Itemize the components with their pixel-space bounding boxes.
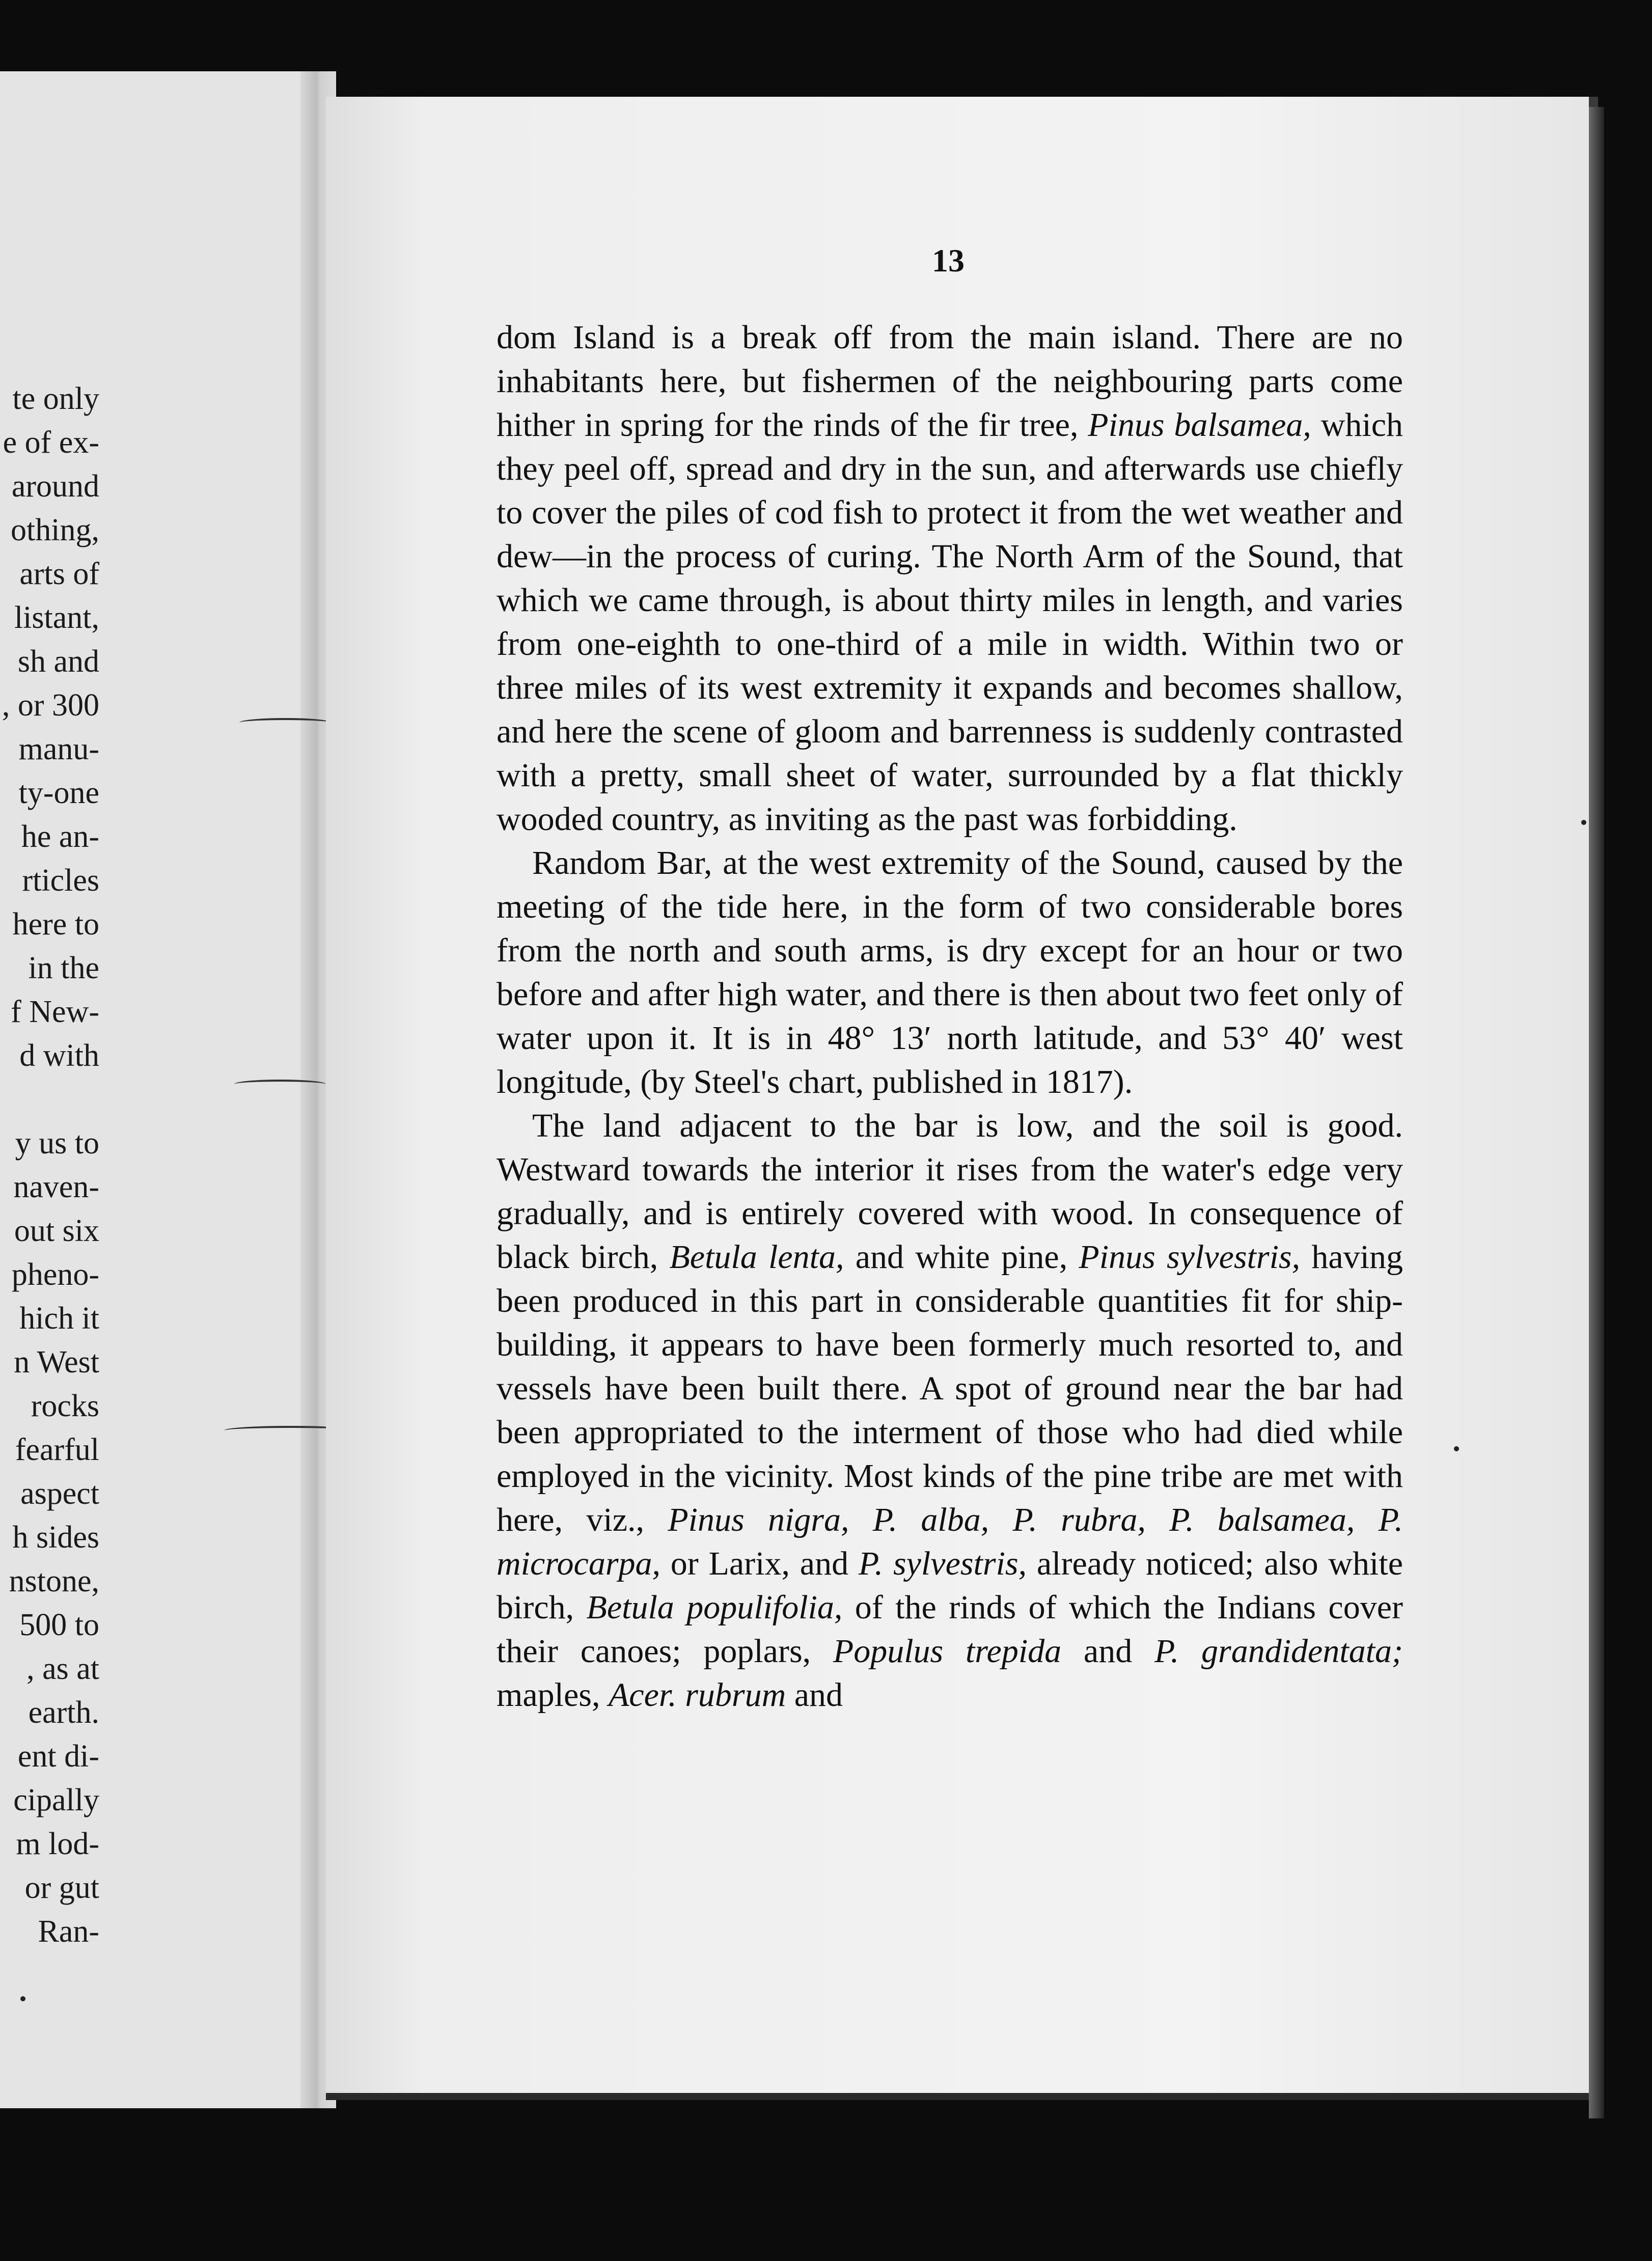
- previous-page-line: naven-: [13, 1170, 99, 1204]
- binding-stitch: [239, 718, 331, 727]
- previous-page-line: h sides: [12, 1520, 99, 1555]
- scan-speck: [1581, 820, 1586, 825]
- previous-page-line: , as at: [26, 1651, 99, 1686]
- previous-page-line: [0, 1078, 99, 1121]
- italic-run: Betula populifolia,: [586, 1589, 843, 1626]
- text-run: already noticed; also white birch,: [497, 1545, 1403, 1626]
- previous-page-line: listant,: [14, 600, 99, 635]
- previous-page-line: n West: [14, 1345, 99, 1380]
- italic-run: Populus trepida: [833, 1633, 1062, 1670]
- page-number: 13: [932, 242, 965, 279]
- previous-page-text: [0, 377, 99, 1953]
- previous-page-line: he an-: [21, 819, 99, 854]
- italic-run: P. sylvestris,: [858, 1545, 1027, 1582]
- previous-page-line: out six: [14, 1214, 99, 1248]
- text-run: having been produced in this part in considerable quantities fit for ship-building, it appears to have been formerly much resorted to, and vessels have been built there. A spot of ground near the bar had been appropriated to the interment of those who had died while employed in the vicinity. Most kinds of the pine tribe are met with here, viz.,: [497, 1238, 1403, 1538]
- paragraph: [497, 841, 1403, 1104]
- binding-stitch: [234, 1080, 326, 1089]
- scan-speck: [20, 1996, 25, 2001]
- previous-page-line: around: [11, 469, 99, 504]
- previous-page-line: m lod-: [16, 1827, 99, 1861]
- text-run: or Larix, and: [660, 1545, 859, 1582]
- previous-page-line: manu-: [18, 732, 99, 766]
- previous-page-line: 500 to: [19, 1608, 99, 1642]
- previous-page-line: here to: [12, 907, 99, 942]
- previous-page-line: hich it: [19, 1301, 99, 1336]
- text-run: dom Island is a break off from the main island. There are no inhabitants here, but fishermen of the neighbouring parts come hither in spring for the rinds of the fir tree,: [497, 319, 1403, 444]
- text-run: of the rinds of which the Indians cover their canoes; poplars,: [497, 1589, 1403, 1670]
- previous-page-line: sh and: [17, 644, 99, 679]
- italic-run: Acer. rubrum: [608, 1676, 786, 1714]
- previous-page-line: in the: [28, 951, 99, 985]
- paragraph: [497, 1104, 1403, 1717]
- scan-speck: [1454, 1446, 1459, 1451]
- previous-page-line: earth.: [28, 1695, 99, 1730]
- previous-page-line: Ran-: [38, 1914, 99, 1949]
- text-run: maples,: [497, 1676, 609, 1714]
- previous-page-line: aspect: [20, 1476, 99, 1511]
- italic-run: Pinus balsamea,: [1088, 406, 1311, 444]
- text-run: The land adjacent to the bar is low, and the soil is good. Westward towards the interior it rises from the water's edge very gradually, and is entirely covered with wood. In consequence of black birch,: [497, 1107, 1403, 1276]
- previous-page-fragment: [0, 71, 316, 2108]
- previous-page-line: te only: [12, 381, 99, 416]
- previous-page-line: othing,: [11, 513, 99, 547]
- page-body: [497, 316, 1403, 1717]
- previous-page-line: cipally: [13, 1783, 99, 1817]
- page-edge: [1589, 107, 1604, 2118]
- previous-page-line: or gut: [24, 1870, 99, 1905]
- previous-page-line: arts of: [19, 557, 99, 591]
- previous-page-line: rticles: [22, 863, 99, 898]
- previous-page-line: fearful: [15, 1432, 99, 1467]
- text-run: Random Bar, at the west extremity of the Sound, caused by the meeting of the tide here, in the form of two considerable bores from the north and south arms, is dry except for an hour or two before and after high water, and there is then about two feet only of water upon it. It is in 48° 13′ north latitude, and 53° 40′ west longitude, (by Steel's chart, published in 1817).: [497, 844, 1403, 1100]
- previous-page-line: pheno-: [11, 1257, 99, 1292]
- italic-run: P. grandidentata;: [1154, 1633, 1403, 1670]
- text-run: which they peel off, spread and dry in the sun, and afterwards use chiefly to cover the piles of cod fish to protect it from the wet weather and dew—in the process of curing. The North Arm of the Sound, that which we came through, is about thirty miles in length, and varies from one-eighth to one-third of a mile in width. Within two or three miles of its west extremity it expands and becomes shallow, and here the scene of gloom and barrenness is suddenly contrasted with a pretty, small sheet of water, surrounded by a flat thickly wooded country, as inviting as the past was forbidding.: [497, 406, 1403, 838]
- italic-run: Pinus nigra, P. alba, P. rubra, P. balsamea, P. microcarpa,: [497, 1501, 1403, 1582]
- previous-page-line: nstone,: [9, 1564, 99, 1598]
- text-run: and: [1061, 1633, 1154, 1670]
- previous-page-line: d with: [19, 1038, 99, 1073]
- previous-page-line: y us to: [15, 1126, 99, 1161]
- italic-run: Betula lenta,: [669, 1238, 844, 1276]
- text-run: and white pine,: [844, 1238, 1079, 1276]
- italic-run: Pinus sylvestris,: [1079, 1238, 1301, 1276]
- previous-page-line: e of ex-: [3, 425, 99, 460]
- previous-page-line: ent di-: [17, 1739, 99, 1774]
- previous-page-line: , or 300: [2, 688, 99, 723]
- previous-page-line: f New-: [11, 995, 99, 1029]
- previous-page-line: ty-one: [18, 776, 99, 810]
- paragraph: [497, 316, 1403, 841]
- text-run: and: [786, 1676, 843, 1714]
- previous-page-line: rocks: [31, 1389, 99, 1423]
